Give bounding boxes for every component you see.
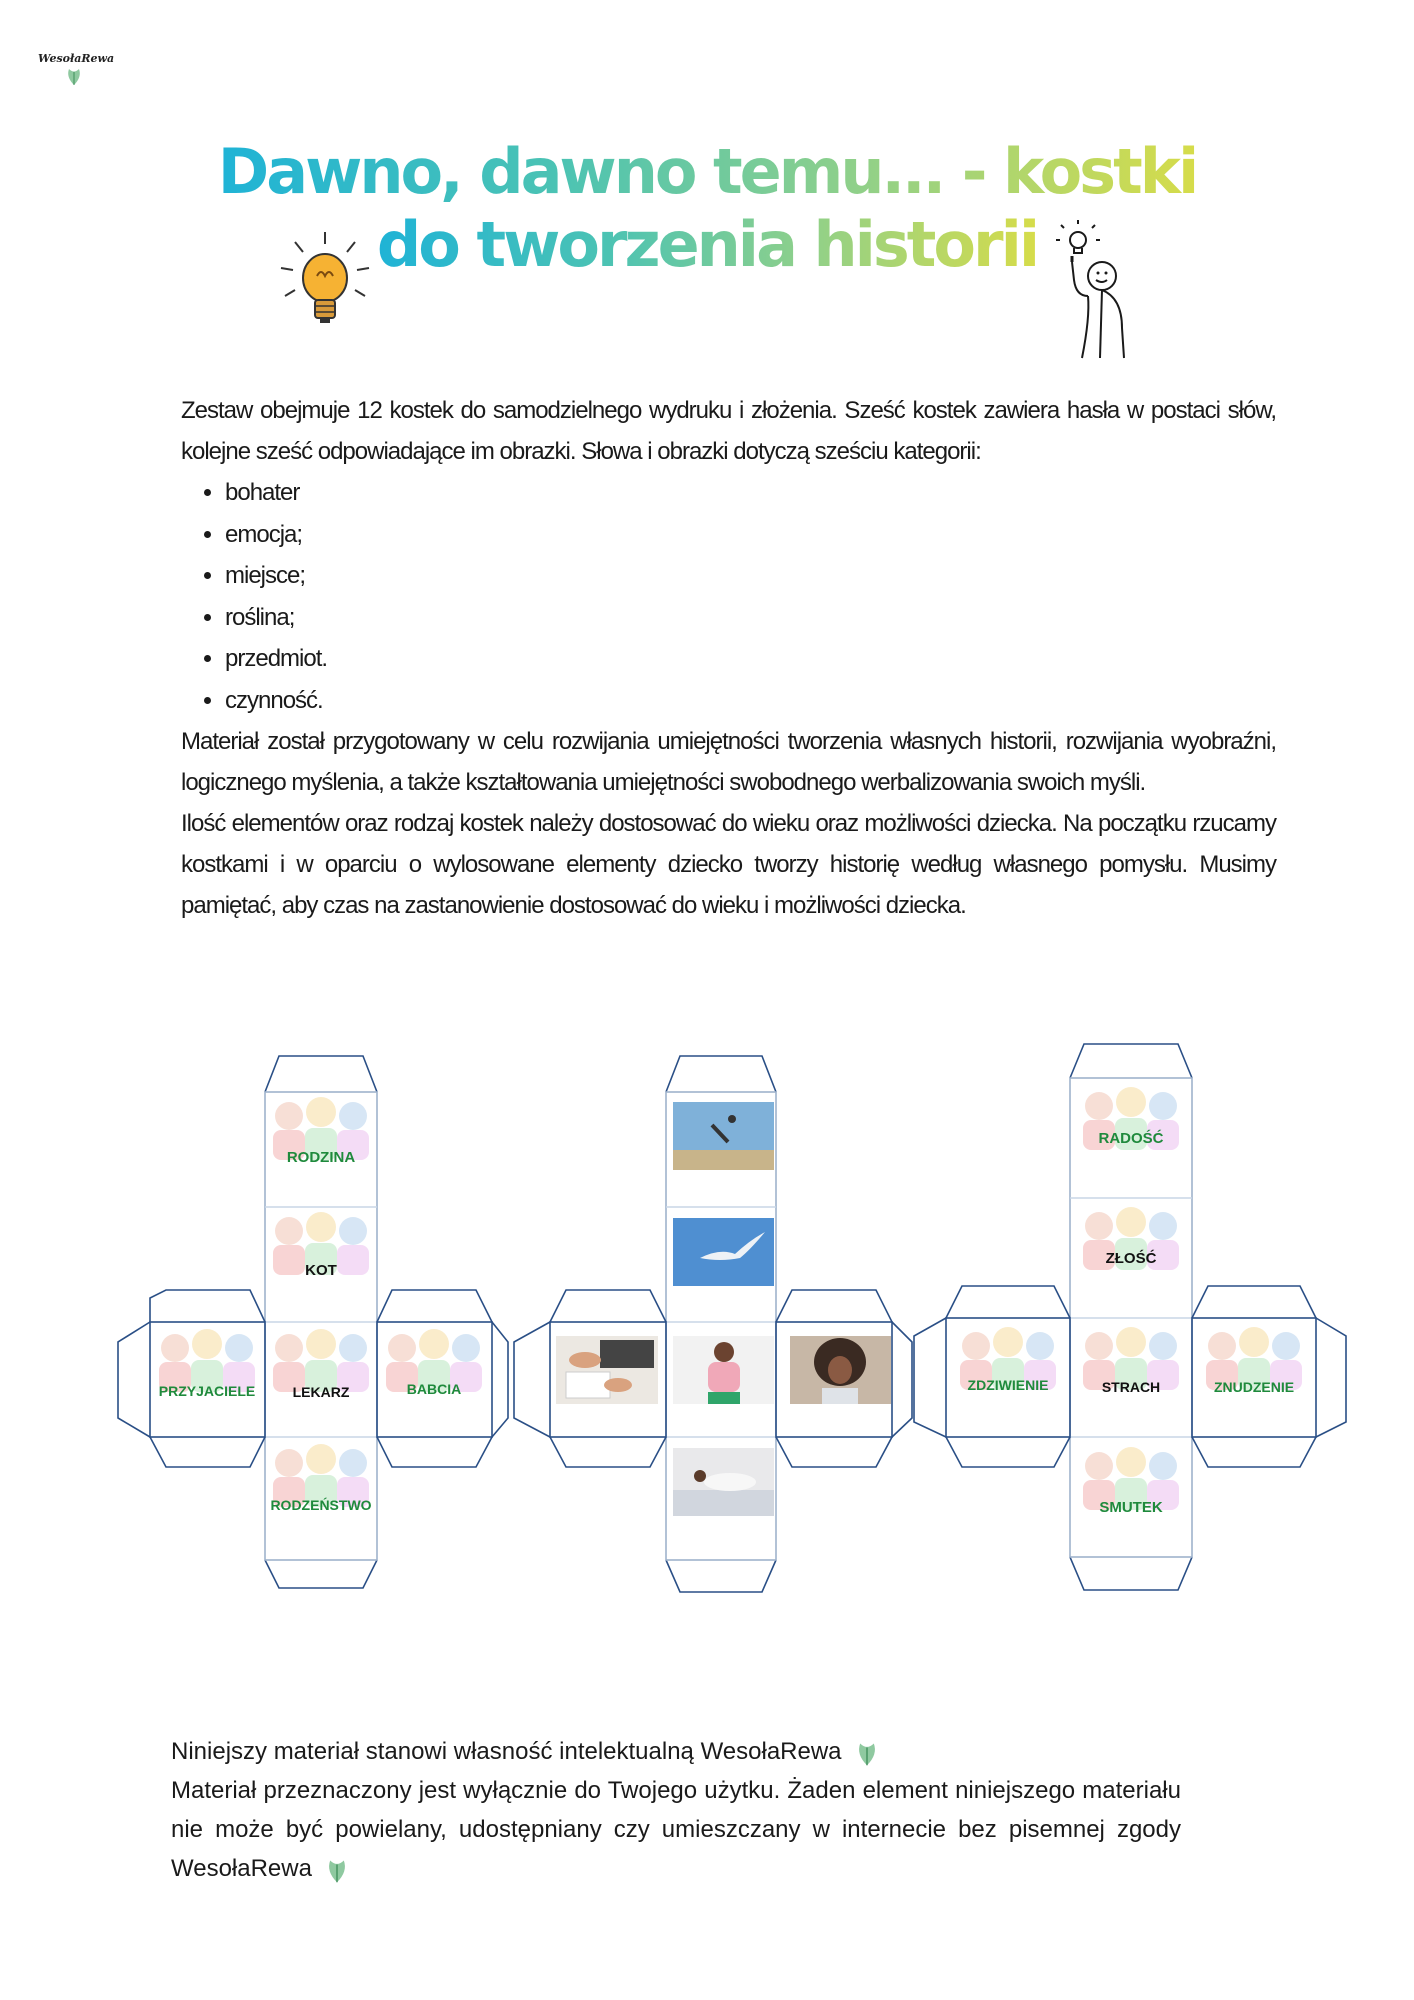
page-title-line2: do tworzenia historii (376, 208, 1038, 281)
page-title-line1: Dawno, dawno temu... - kostki (217, 135, 1197, 208)
cube-3-face-5: ZNUDZENIE (1213, 1379, 1295, 1395)
cube-3-face-4: STRACH (1101, 1379, 1161, 1395)
list-item: • roślina; (225, 597, 1276, 639)
cube-3-face-2: ZŁOŚĆ (1105, 1250, 1157, 1267)
cube-3-face-1: RADOŚĆ (1098, 1130, 1164, 1147)
intro-paragraph-2: Materiał został przygotowany w celu rozwijania umiejętności tworzenia własnych historii, rozwijania wyobraźni, logicznego myślenia, a także kształtowania umiejętności swobodnego werbalizowania swoich myśli. (181, 728, 1276, 796)
cube-1-face-3: PRZYJACIELE (158, 1383, 256, 1399)
photo-scared-woman (790, 1336, 891, 1404)
cube-1-face-4: LEKARZ (292, 1384, 350, 1400)
photo-happy-man (673, 1336, 774, 1404)
list-item: • przedmiot. (225, 638, 1276, 680)
list-item: • miejsce; (225, 555, 1276, 597)
photo-seagull (673, 1218, 774, 1286)
footer-line-1: Niniejszy materiał stanowi własność intelektualną WesołaRewa (171, 1732, 1181, 1771)
photo-running-man (673, 1102, 774, 1170)
intro-paragraph-1: Zestaw obejmuje 12 kostek do samodzielnego wydruku i złożenia. Sześć kostek zawiera hasła w postaci słów, kolejne sześć odpowiadające im obrazki. Słowa i obrazki dotyczą sześciu kategorii: (181, 397, 1276, 465)
cube-1-face-2: KOT (305, 1262, 337, 1279)
list-item: • czynność. (225, 680, 1276, 722)
leaf-icon (852, 1738, 882, 1768)
leaf-icon (63, 65, 85, 87)
photo-sleeping (673, 1448, 774, 1516)
intro-text (181, 390, 1276, 926)
cube-1-face-6: RODZEŃSTWO (270, 1497, 372, 1513)
photo-writing (556, 1336, 658, 1404)
copyright-notice (171, 1732, 1181, 1888)
lightbulb-icon (275, 228, 375, 333)
list-item: • emocja; (225, 514, 1276, 556)
cube-1-face-5: BABCIA (406, 1381, 462, 1397)
cube-3-face-6: SMUTEK (1099, 1499, 1163, 1516)
list-item: • bohater (225, 472, 1276, 514)
cube-1-face-1: RODZINA (286, 1149, 356, 1166)
thinking-person-icon (1052, 218, 1142, 363)
leaf-icon (322, 1855, 352, 1885)
brand-name: WesołaRewa (38, 52, 115, 65)
footer-line-2: Materiał przeznaczony jest wyłącznie do Twojego użytku. Żaden element niniejszego materiału nie może być powielany, udostępniany czy umieszczany w internecie bez pisemnej zgody WesołaRewa (171, 1771, 1181, 1888)
cube-3-face-3: ZDZIWIENIE (967, 1377, 1049, 1393)
brand-logo (38, 52, 115, 92)
category-list (181, 472, 1276, 721)
intro-paragraph-3: Ilość elementów oraz rodzaj kostek należy dostosować do wieku oraz możliwości dziecka. Na początku rzucamy kostkami i w oparciu o wylosowane elementy dziecko tworzy historię według własnego pomysłu. Musimy pamiętać, aby czas na zastanowienie dostosować do wieku i możliwości dziecka. (181, 810, 1276, 919)
dice-templates (0, 1030, 1414, 1610)
